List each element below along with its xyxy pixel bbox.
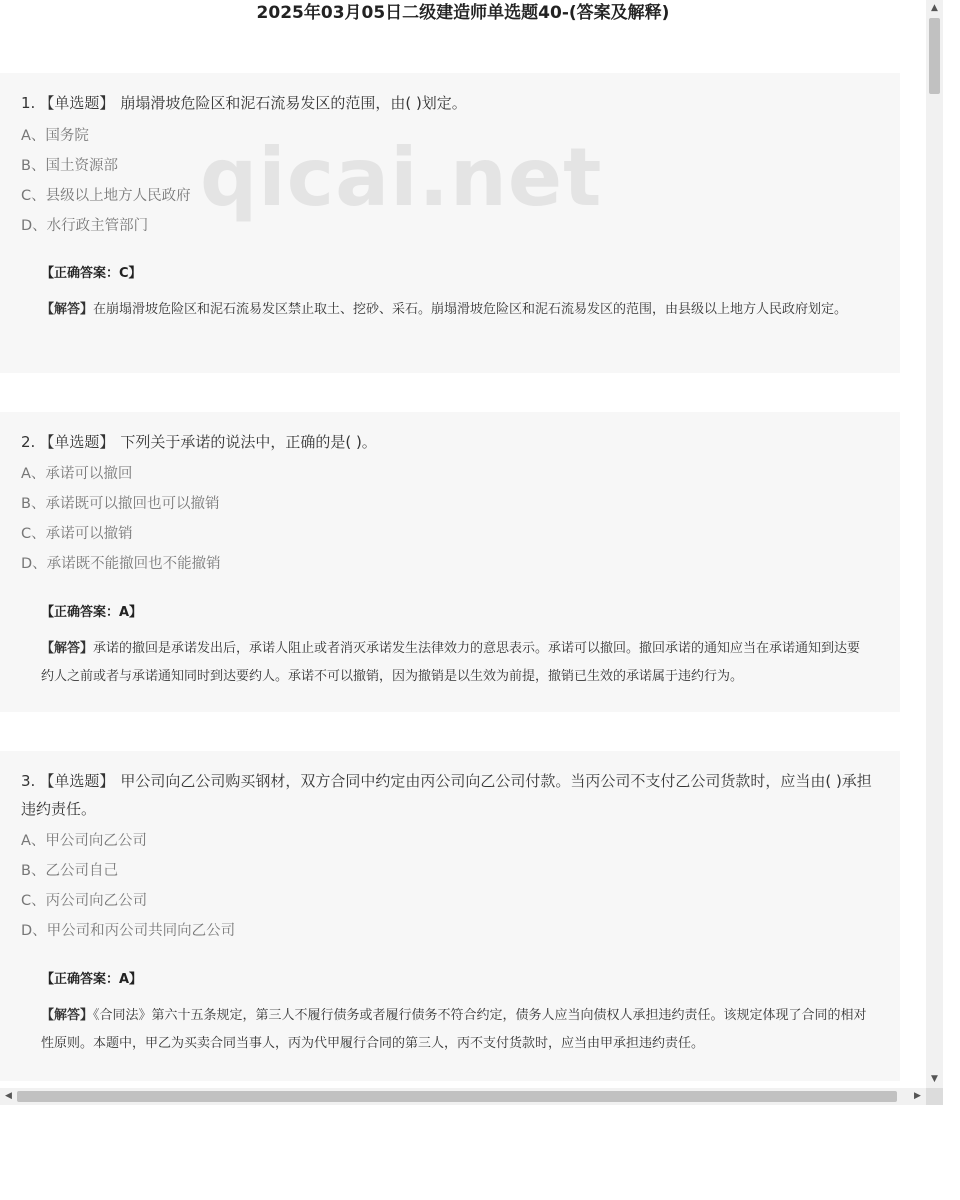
question-number: 2. bbox=[21, 433, 36, 451]
option-b[interactable]: B、乙公司自己 bbox=[21, 863, 118, 879]
question-stem bbox=[21, 428, 884, 456]
question-stem bbox=[21, 89, 884, 117]
option-c[interactable]: C、承诺可以撤销 bbox=[21, 526, 133, 542]
question-text: 甲公司向乙公司购买钢材，双方合同中约定由丙公司向乙公司付款。当丙公司不支付乙公司货款时，应当由( )承担违约责任。 bbox=[21, 772, 872, 818]
explanation-text: 承诺的撤回是承诺发出后，承诺人阻止或者消灭承诺发生法律效力的意思表示。承诺可以撤回。撤回承诺的通知应当在承诺通知到达要约人之前或者与承诺通知同时到达要约人。承诺不可以撤销，因为撤销是以生效为前提，撤销已生效的承诺属于违约行为。 bbox=[41, 641, 861, 684]
explanation bbox=[41, 1002, 870, 1058]
horizontal-scrollbar[interactable] bbox=[0, 1088, 926, 1105]
explanation-tag: 【解答】 bbox=[41, 641, 94, 656]
option-a[interactable]: A、国务院 bbox=[21, 128, 89, 144]
correct-answer: 【正确答案：C】 bbox=[41, 266, 142, 281]
vertical-scrollbar[interactable] bbox=[926, 0, 943, 1088]
explanation-text: 在崩塌滑坡危险区和泥石流易发区禁止取土、挖砂、采石。崩塌滑坡危险区和泥石流易发区的范围，由县级以上地方人民政府划定。 bbox=[93, 302, 848, 317]
question-number: 3. bbox=[21, 772, 36, 790]
question-text: 崩塌滑坡危险区和泥石流易发区的范围，由( )划定。 bbox=[120, 94, 467, 112]
question-type: 【单选题】 bbox=[39, 772, 115, 790]
explanation-tag: 【解答】 bbox=[41, 302, 94, 317]
explanation-tag: 【解答】 bbox=[41, 1008, 94, 1023]
horizontal-scroll-thumb[interactable] bbox=[17, 1091, 897, 1102]
option-d[interactable]: D、水行政主管部门 bbox=[21, 218, 149, 234]
scroll-left-arrow-icon[interactable]: ◀ bbox=[5, 1091, 12, 1101]
scroll-up-arrow-icon[interactable]: ▲ bbox=[931, 3, 938, 13]
option-a[interactable]: A、甲公司向乙公司 bbox=[21, 833, 147, 849]
option-d[interactable]: D、甲公司和丙公司共同向乙公司 bbox=[21, 923, 236, 939]
vertical-scroll-thumb[interactable] bbox=[929, 18, 940, 94]
question-stem bbox=[21, 767, 884, 823]
question-type: 【单选题】 bbox=[39, 94, 115, 112]
scrollbar-corner bbox=[926, 1088, 943, 1105]
question-text: 下列关于承诺的说法中，正确的是( )。 bbox=[120, 433, 377, 451]
scroll-down-arrow-icon[interactable]: ▼ bbox=[931, 1074, 938, 1084]
correct-answer: 【正确答案：A】 bbox=[41, 972, 143, 987]
question-number: 1. bbox=[21, 94, 36, 112]
watermark: qicai.net bbox=[200, 131, 603, 224]
question-card-1 bbox=[0, 73, 900, 373]
option-c[interactable]: C、县级以上地方人民政府 bbox=[21, 188, 191, 204]
question-card-3 bbox=[0, 751, 900, 1081]
option-a[interactable]: A、承诺可以撤回 bbox=[21, 466, 133, 482]
explanation bbox=[41, 635, 870, 691]
question-type: 【单选题】 bbox=[39, 433, 115, 451]
page-title: 2025年03月05日二级建造师单选题40-(答案及解释) bbox=[256, 3, 670, 23]
option-d[interactable]: D、承诺既不能撤回也不能撤销 bbox=[21, 556, 221, 572]
option-b[interactable]: B、国土资源部 bbox=[21, 158, 118, 174]
option-b[interactable]: B、承诺既可以撤回也可以撤销 bbox=[21, 496, 220, 512]
correct-answer: 【正确答案：A】 bbox=[41, 605, 143, 620]
explanation bbox=[41, 296, 870, 324]
scroll-right-arrow-icon[interactable]: ▶ bbox=[914, 1091, 921, 1101]
option-c[interactable]: C、丙公司向乙公司 bbox=[21, 893, 148, 909]
explanation-text: 《合同法》第六十五条规定，第三人不履行债务或者履行债务不符合约定，债务人应当向债权人承担违约责任。该规定体现了合同的相对性原则。本题中，甲乙为买卖合同当事人，丙为代甲履行合同的第三人，丙不支付货款时，应当由甲承担违约责任。 bbox=[41, 1008, 867, 1051]
question-card-2 bbox=[0, 412, 900, 712]
